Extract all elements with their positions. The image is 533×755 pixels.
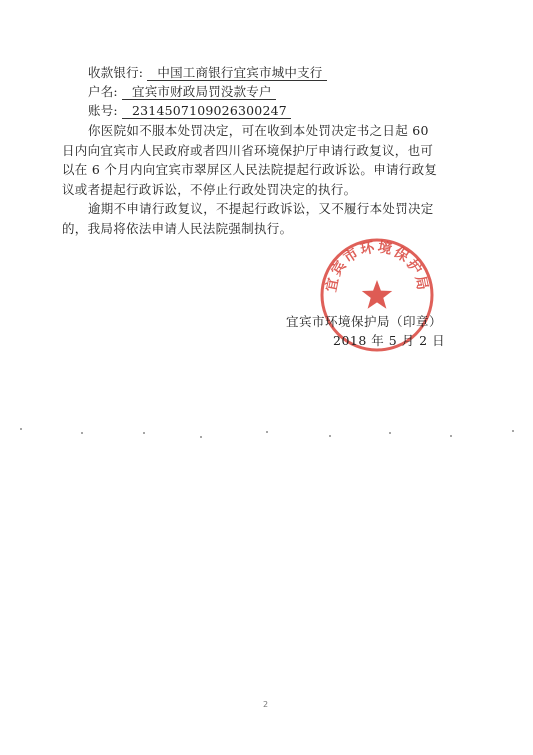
scan-dot (329, 435, 331, 437)
seal-text: 宜宾市环境保护局 (323, 239, 431, 294)
scan-dot (450, 435, 452, 437)
scan-dot (512, 430, 514, 432)
scan-dot (143, 432, 145, 434)
account-number-row (88, 103, 291, 119)
issuer-signature: 宜宾市环境保护局（印章） (286, 314, 443, 329)
seal-star-icon (362, 280, 392, 309)
account-name-row (88, 84, 276, 100)
bank-label: 收款银行: (88, 65, 144, 80)
appeal-paragraph-line-2: 日内向宜宾市人民政府或者四川省环境保护厅申请行政复议，也可 (62, 143, 434, 158)
scan-dot (389, 432, 391, 434)
issue-date: 2018 年 5 月 2 日 (333, 333, 446, 348)
page-number: 2 (263, 700, 269, 709)
bank-row (88, 65, 327, 81)
scan-dot (266, 431, 268, 433)
bank-value: 中国工商银行宜宾市城中支行 (147, 65, 326, 81)
scan-dot (200, 436, 202, 438)
account-name-label: 户名: (88, 84, 118, 99)
enforcement-paragraph-line-2: 的，我局将依法申请人民法院强制执行。 (62, 221, 293, 236)
enforcement-paragraph-line-1: 逾期不申请行政复议，不提起行政诉讼，又不履行本处罚决定 (88, 201, 434, 216)
scan-dot (81, 432, 83, 434)
appeal-paragraph-line-4: 议或者提起行政诉讼，不停止行政处罚决定的执行。 (62, 182, 357, 197)
account-number-value: 2314507109026300247 (122, 103, 291, 119)
account-number-label: 账号: (88, 103, 118, 118)
appeal-paragraph-line-3: 以在 6 个月内向宜宾市翠屏区人民法院提起行政诉讼。申请行政复 (62, 162, 438, 177)
scan-dot (20, 428, 22, 430)
appeal-paragraph-line-1: 你医院如不服本处罚决定，可在收到本处罚决定书之日起 60 (88, 123, 429, 138)
account-name-value: 宜宾市财政局罚没款专户 (122, 84, 276, 100)
